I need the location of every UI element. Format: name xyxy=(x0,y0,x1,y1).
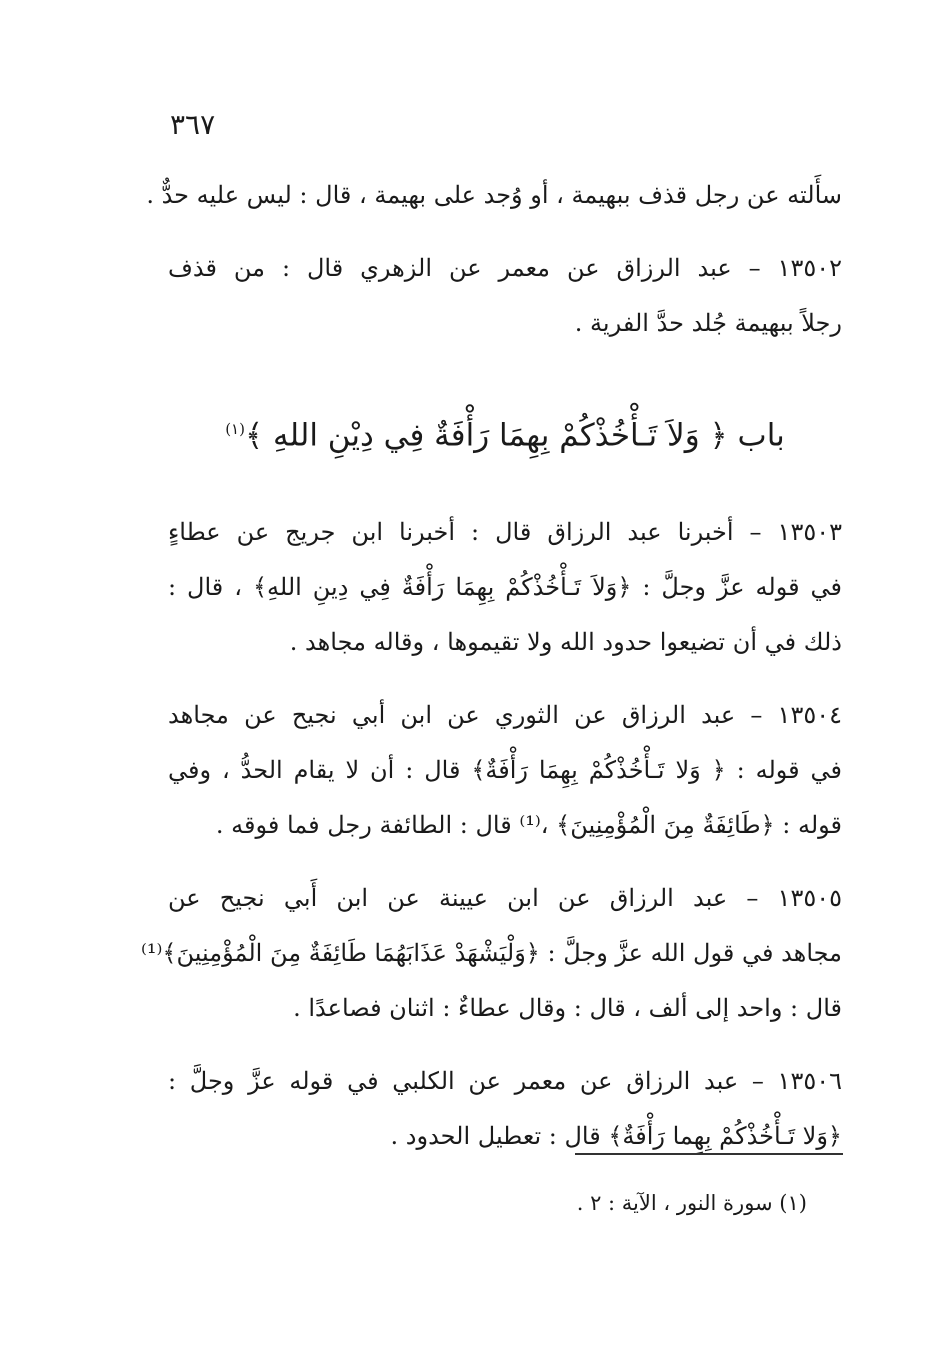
footnote: (١) سورة النور ، الآية : ٢ . xyxy=(576,1191,807,1215)
footnote-marker: (١) xyxy=(225,420,245,438)
text-line: ﴿وَلا تَـأْخُذْكُمْ بِهِما رَأْفَةٌ﴾ قال : تعطيل الحدود . xyxy=(390,1122,842,1151)
chapter-heading-text: باب ﴿ وَلاَ تَـأْخُذْكُمْ بِهِمَا رَأْفَةٌ فِي دِيْنِ اللهِ ﴾ xyxy=(244,417,785,454)
footnote-divider xyxy=(575,1153,843,1155)
text-line: قوله : ﴿طَائِفَةٌ مِنَ الْمُؤْمِنِينَ﴾ ،⁽¹⁾ قال : الطائفة رجل فما فوقه . xyxy=(215,811,842,840)
text-line: في قوله عزَّ وجلَّ : ﴿وَلاَ تَـأْخُذْكُمْ بِهِمَا رَأْفَةٌ فِي دِينِ اللهِ﴾ ، قال : xyxy=(168,573,842,602)
text-line: ١٣٥٠٢ – عبد الرزاق عن معمر عن الزهري قال : من قذف xyxy=(168,254,842,282)
text-line: ١٣٥٠٥ – عبد الرزاق عن ابن عيينة عن ابن أَبي نجيح عن xyxy=(168,884,842,913)
chapter-heading xyxy=(168,399,842,465)
text-line: ١٣٥٠٤ – عبد الرزاق عن الثوري عن ابن أبي نجيح عن مجاهد xyxy=(168,701,842,730)
paragraph-13502 xyxy=(168,241,842,351)
paragraph-13505 xyxy=(140,871,842,1036)
paragraph-13506 xyxy=(168,1054,842,1164)
text-line: ١٣٥٠٣ – أخبرنا عبد الرزاق قال : أخبرنا ابن جريج عن عطاءٍ xyxy=(168,518,842,547)
page-number: ٣٦٧ xyxy=(170,108,216,141)
text-line: ذلك في أن تضيعوا حدود الله ولا تقيموها ، وقاله مجاهد . xyxy=(289,628,842,657)
text-line: سأَلته عن رجل قذف ببهيمة ، أو وُجد على بهيمة ، قال : ليس عليه حدٌّ . xyxy=(146,181,842,209)
text-line: مجاهد في قول الله عزَّ وجلَّ : ﴿وَلْيَشْهَدْ عَذَابَهُمَا طَائِفَةٌ مِنَ الْمُؤْمِنِينَ﴾⁽¹⁾ xyxy=(140,939,842,968)
main-text xyxy=(140,168,842,1182)
paragraph-13503 xyxy=(168,505,842,670)
paragraph-13504 xyxy=(168,688,842,853)
text-line: ١٣٥٠٦ – عبد الرزاق عن معمر عن الكلبي في قوله عزَّ وجلَّ : xyxy=(168,1067,842,1096)
text-line: قال : واحد إلى ألف ، قال : وقال عطاءٌ : اثنان فصاعدًا . xyxy=(293,994,842,1023)
text-line: رجلاً ببهيمة جُلد حدَّ الفرية . xyxy=(574,309,842,337)
paragraph-1 xyxy=(146,168,842,223)
text-line: في قوله : ﴿ وَلا تَـأْخُذْكُمْ بِهِمَا رَأْفَةٌ﴾ قال : أن لا يقام الحدُّ ، وفي xyxy=(168,756,842,785)
